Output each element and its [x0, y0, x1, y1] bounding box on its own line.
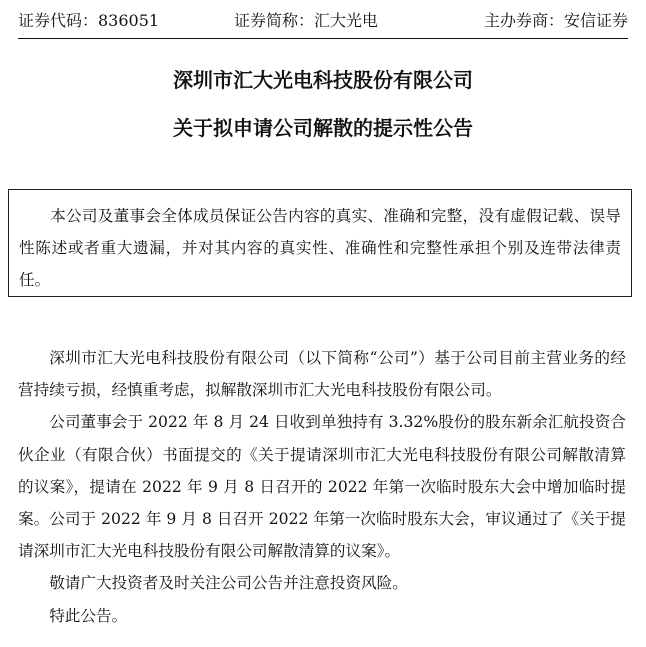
sponsor-broker: 主办券商：安信证券: [483, 11, 628, 30]
security-code: 证券代码：836051: [18, 11, 160, 30]
announcement-title: 关于拟申请公司解散的提示性公告: [173, 116, 473, 140]
paragraph-proposal: 公司董事会于 2022 年 8 月 24 日收到单独持有 3.32%股份的股东新余汇航投资合伙企业（有限合伙）书面提交的《关于提请深圳市汇大光电科技股份有限公司解散清算的议案》，提请在 2022 年 9 月 8 日召开的 2022 年第一次临时股东大会中增加临时提案。公司于 2022 年 9 月 8 日召开 2022 年第一次临时股东大会，审议通过了《关于提请深圳市汇大光电科技股份有限公司解散清算的议案》。: [18, 413, 626, 561]
header-divider: [18, 38, 628, 39]
paragraph-background: 深圳市汇大光电科技股份有限公司（以下简称“公司”）基于公司目前主营业务的经营持续亏损，经慎重考虑，拟解散深圳市汇大光电科技股份有限公司。: [18, 349, 626, 400]
announcement-body: [18, 342, 626, 632]
paragraph-risk-warning: 敬请广大投资者及时关注公司公告并注意投资风险。: [49, 574, 408, 593]
document-header: [18, 8, 628, 34]
security-abbreviation: 证券简称：汇大光电: [234, 11, 379, 30]
company-title: 深圳市汇大光电科技股份有限公司: [173, 68, 473, 92]
board-guarantee-notice: 本公司及董事会全体成员保证公告内容的真实、准确和完整，没有虚假记载、误导性陈述或者重大遗漏，并对其内容的真实性、准确性和完整性承担个别及连带法律责任。: [8, 189, 632, 297]
paragraph-closing: 特此公告。: [49, 606, 128, 625]
